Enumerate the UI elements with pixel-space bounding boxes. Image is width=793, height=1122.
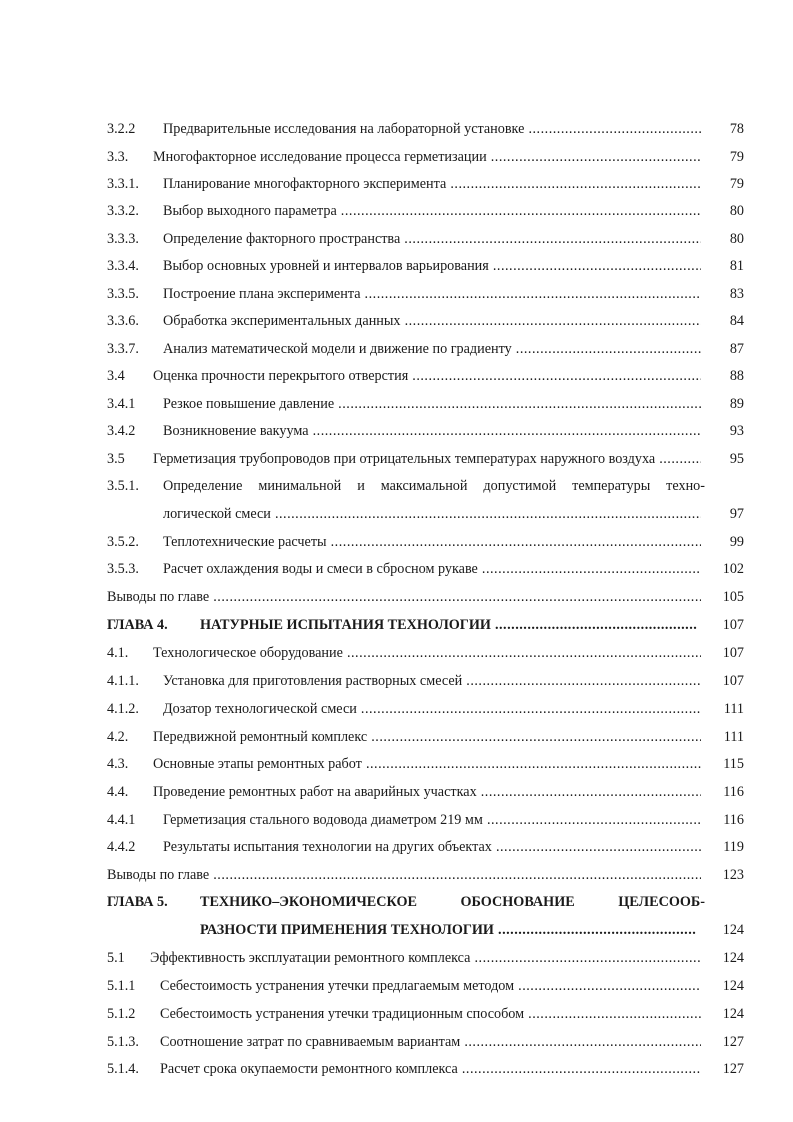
toc-number: 3.4.1 <box>107 396 136 412</box>
toc-number: 3.5.3. <box>107 561 139 577</box>
toc-title: Соотношение затрат по сравниваемым вариантам ..... <box>160 1030 701 1054</box>
toc-title: Резкое повышение давление ..... <box>163 392 701 416</box>
toc-title: Технологическое оборудование ..... <box>153 641 701 665</box>
toc-entry <box>0 808 793 832</box>
toc-page: 107 <box>722 673 744 689</box>
toc-number: 3.2.2 <box>107 121 136 137</box>
toc-entry <box>0 145 793 169</box>
toc-title: Установка для приготовления растворных смесей ..... <box>163 669 701 693</box>
toc-page: 124 <box>722 922 744 938</box>
toc-number: ГЛАВА 5. <box>107 894 168 910</box>
toc-page: 81 <box>729 258 744 274</box>
toc-entry <box>0 282 793 306</box>
toc-page: 123 <box>722 867 744 883</box>
toc-number: 4.4.2 <box>107 839 136 855</box>
toc-page: 107 <box>722 645 744 661</box>
toc-number: 5.1.2 <box>107 1006 136 1022</box>
toc-page: 95 <box>729 451 744 467</box>
toc-entry <box>0 1057 793 1081</box>
toc-entry <box>0 447 793 471</box>
toc-page: 97 <box>729 506 744 522</box>
toc-page: 124 <box>722 950 744 966</box>
toc-page: 111 <box>723 701 744 717</box>
toc-number: ГЛАВА 4. <box>107 617 168 633</box>
toc-title-line-1: ТЕХНИКО–ЭКОНОМИЧЕСКОЕ ОБОСНОВАНИЕ ЦЕЛЕСООБ- <box>200 894 705 910</box>
toc-entry <box>0 419 793 443</box>
toc-number: 4.1. <box>107 645 129 661</box>
toc-entry <box>0 474 793 498</box>
toc-entry <box>0 641 793 665</box>
toc-page: 111 <box>723 729 744 745</box>
toc-title: Предварительные исследования на лабораторной установке ..... <box>163 117 701 141</box>
toc-entry <box>0 364 793 388</box>
toc-title: НАТУРНЫЕ ИСПЫТАНИЯ ТЕХНОЛОГИИ ..... <box>200 613 697 637</box>
toc-entry <box>0 117 793 141</box>
toc-number: 4.1.2. <box>107 701 139 717</box>
toc-title: Выводы по главе ..... <box>107 863 701 887</box>
toc-page: 116 <box>723 812 744 828</box>
toc-title: Выбор основных уровней и интервалов варьирования ..... <box>163 254 701 278</box>
toc-entry-continuation <box>0 502 793 526</box>
toc-page: 116 <box>723 784 744 800</box>
toc-title: Планирование многофакторного эксперимента ..... <box>163 172 701 196</box>
toc-entry <box>0 1002 793 1026</box>
toc-number: 4.2. <box>107 729 129 745</box>
toc-page: 78 <box>729 121 744 137</box>
toc-page: 93 <box>729 423 744 439</box>
toc-title: Расчет срока окупаемости ремонтного комплекса ..... <box>160 1057 701 1081</box>
toc-entry <box>0 974 793 998</box>
toc-entry <box>0 835 793 859</box>
toc-entry <box>0 1030 793 1054</box>
toc-entry <box>0 227 793 251</box>
toc-number: 3.5 <box>107 451 125 467</box>
toc-page: 119 <box>723 839 744 855</box>
toc-number: 5.1 <box>107 950 125 966</box>
toc-title: Герметизация трубопроводов при отрицательных температурах наружного воздуха ..... <box>153 447 701 471</box>
toc-number: 3.5.2. <box>107 534 139 550</box>
toc-page: 80 <box>729 203 744 219</box>
toc-title: Себестоимость устранения утечки предлагаемым методом ..... <box>160 974 701 998</box>
toc-page: 79 <box>729 176 744 192</box>
toc-chapter-entry <box>0 890 793 914</box>
toc-entry <box>0 752 793 776</box>
toc-number: 3.3.2. <box>107 203 139 219</box>
toc-page: 127 <box>722 1061 744 1077</box>
toc-title: Результаты испытания технологии на других объектах ..... <box>163 835 701 859</box>
toc-title: Проведение ремонтных работ на аварийных участках ..... <box>153 780 701 804</box>
toc-entry <box>0 585 793 609</box>
toc-page: 124 <box>722 1006 744 1022</box>
toc-title: Обработка экспериментальных данных ..... <box>163 309 701 333</box>
toc-page: 88 <box>729 368 744 384</box>
toc-entry <box>0 172 793 196</box>
toc-title: Оценка прочности перекрытого отверстия ..... <box>153 364 701 388</box>
toc-number: 3.3.3. <box>107 231 139 247</box>
toc-title: Герметизация стального водовода диаметром 219 мм ..... <box>163 808 701 832</box>
toc-entry <box>0 669 793 693</box>
toc-number: 4.4. <box>107 784 129 800</box>
toc-page: 79 <box>729 149 744 165</box>
toc-title-line-1: Определение минимальной и максимальной допустимой температуры техно- <box>163 478 705 494</box>
toc-entry <box>0 863 793 887</box>
toc-number: 5.1.3. <box>107 1034 139 1050</box>
toc-title: Выбор выходного параметра ..... <box>163 199 701 223</box>
toc-page: 89 <box>729 396 744 412</box>
toc-entry <box>0 697 793 721</box>
toc-title: Основные этапы ремонтных работ ..... <box>153 752 701 776</box>
toc-number: 4.3. <box>107 756 129 772</box>
toc-page: 127 <box>722 1034 744 1050</box>
toc-entry <box>0 254 793 278</box>
toc-number: 3.4.2 <box>107 423 136 439</box>
toc-page: 87 <box>729 341 744 357</box>
toc-chapter-entry <box>0 613 793 637</box>
toc-entry <box>0 337 793 361</box>
toc-number: 5.1.4. <box>107 1061 139 1077</box>
toc-chapter-entry-continuation <box>0 918 793 942</box>
toc-page: 115 <box>723 756 744 772</box>
toc-entry <box>0 725 793 749</box>
toc-title: Построение плана эксперимента ..... <box>163 282 701 306</box>
toc-number: 3.3.4. <box>107 258 139 274</box>
toc-title: Расчет охлаждения воды и смеси в сбросном рукаве ..... <box>163 557 701 581</box>
toc-title: Эффективность эксплуатации ремонтного комплекса ..... <box>150 946 701 970</box>
toc-title: Определение факторного пространства ..... <box>163 227 701 251</box>
toc-number: 3.3. <box>107 149 129 165</box>
toc-page: 83 <box>729 286 744 302</box>
toc-page: 80 <box>729 231 744 247</box>
toc-entry <box>0 946 793 970</box>
toc-number: 3.3.5. <box>107 286 139 302</box>
toc-number: 3.3.6. <box>107 313 139 329</box>
toc-page: 102 <box>722 561 744 577</box>
toc-title-line-2: логической смеси ..... <box>163 502 701 526</box>
toc-title-line-2: РАЗНОСТИ ПРИМЕНЕНИЯ ТЕХНОЛОГИИ ..... <box>200 918 697 942</box>
toc-title: Анализ математической модели и движение по градиенту ..... <box>163 337 701 361</box>
toc-number: 3.5.1. <box>107 478 139 494</box>
toc-title: Теплотехнические расчеты ..... <box>163 530 701 554</box>
toc-entry <box>0 309 793 333</box>
toc-number: 3.3.1. <box>107 176 139 192</box>
toc-number: 4.1.1. <box>107 673 139 689</box>
toc-entry <box>0 199 793 223</box>
toc-page: 107 <box>722 617 744 633</box>
toc-entry <box>0 557 793 581</box>
toc-page: 84 <box>729 313 744 329</box>
toc-page: 105 <box>722 589 744 605</box>
toc-title: Дозатор технологической смеси ..... <box>163 697 701 721</box>
toc-title: Передвижной ремонтный комплекс ..... <box>153 725 701 749</box>
toc-entry <box>0 530 793 554</box>
toc-title: Выводы по главе ..... <box>107 585 701 609</box>
toc-page: 124 <box>722 978 744 994</box>
toc-number: 3.3.7. <box>107 341 139 357</box>
toc-number: 4.4.1 <box>107 812 136 828</box>
toc-title: Возникновение вакуума ..... <box>163 419 701 443</box>
toc-number: 5.1.1 <box>107 978 136 994</box>
toc-number: 3.4 <box>107 368 125 384</box>
toc-title: Многофакторное исследование процесса герметизации ..... <box>153 145 701 169</box>
toc-title: Себестоимость устранения утечки традиционным способом ..... <box>160 1002 701 1026</box>
toc-entry <box>0 780 793 804</box>
toc-page: 99 <box>729 534 744 550</box>
toc-entry <box>0 392 793 416</box>
